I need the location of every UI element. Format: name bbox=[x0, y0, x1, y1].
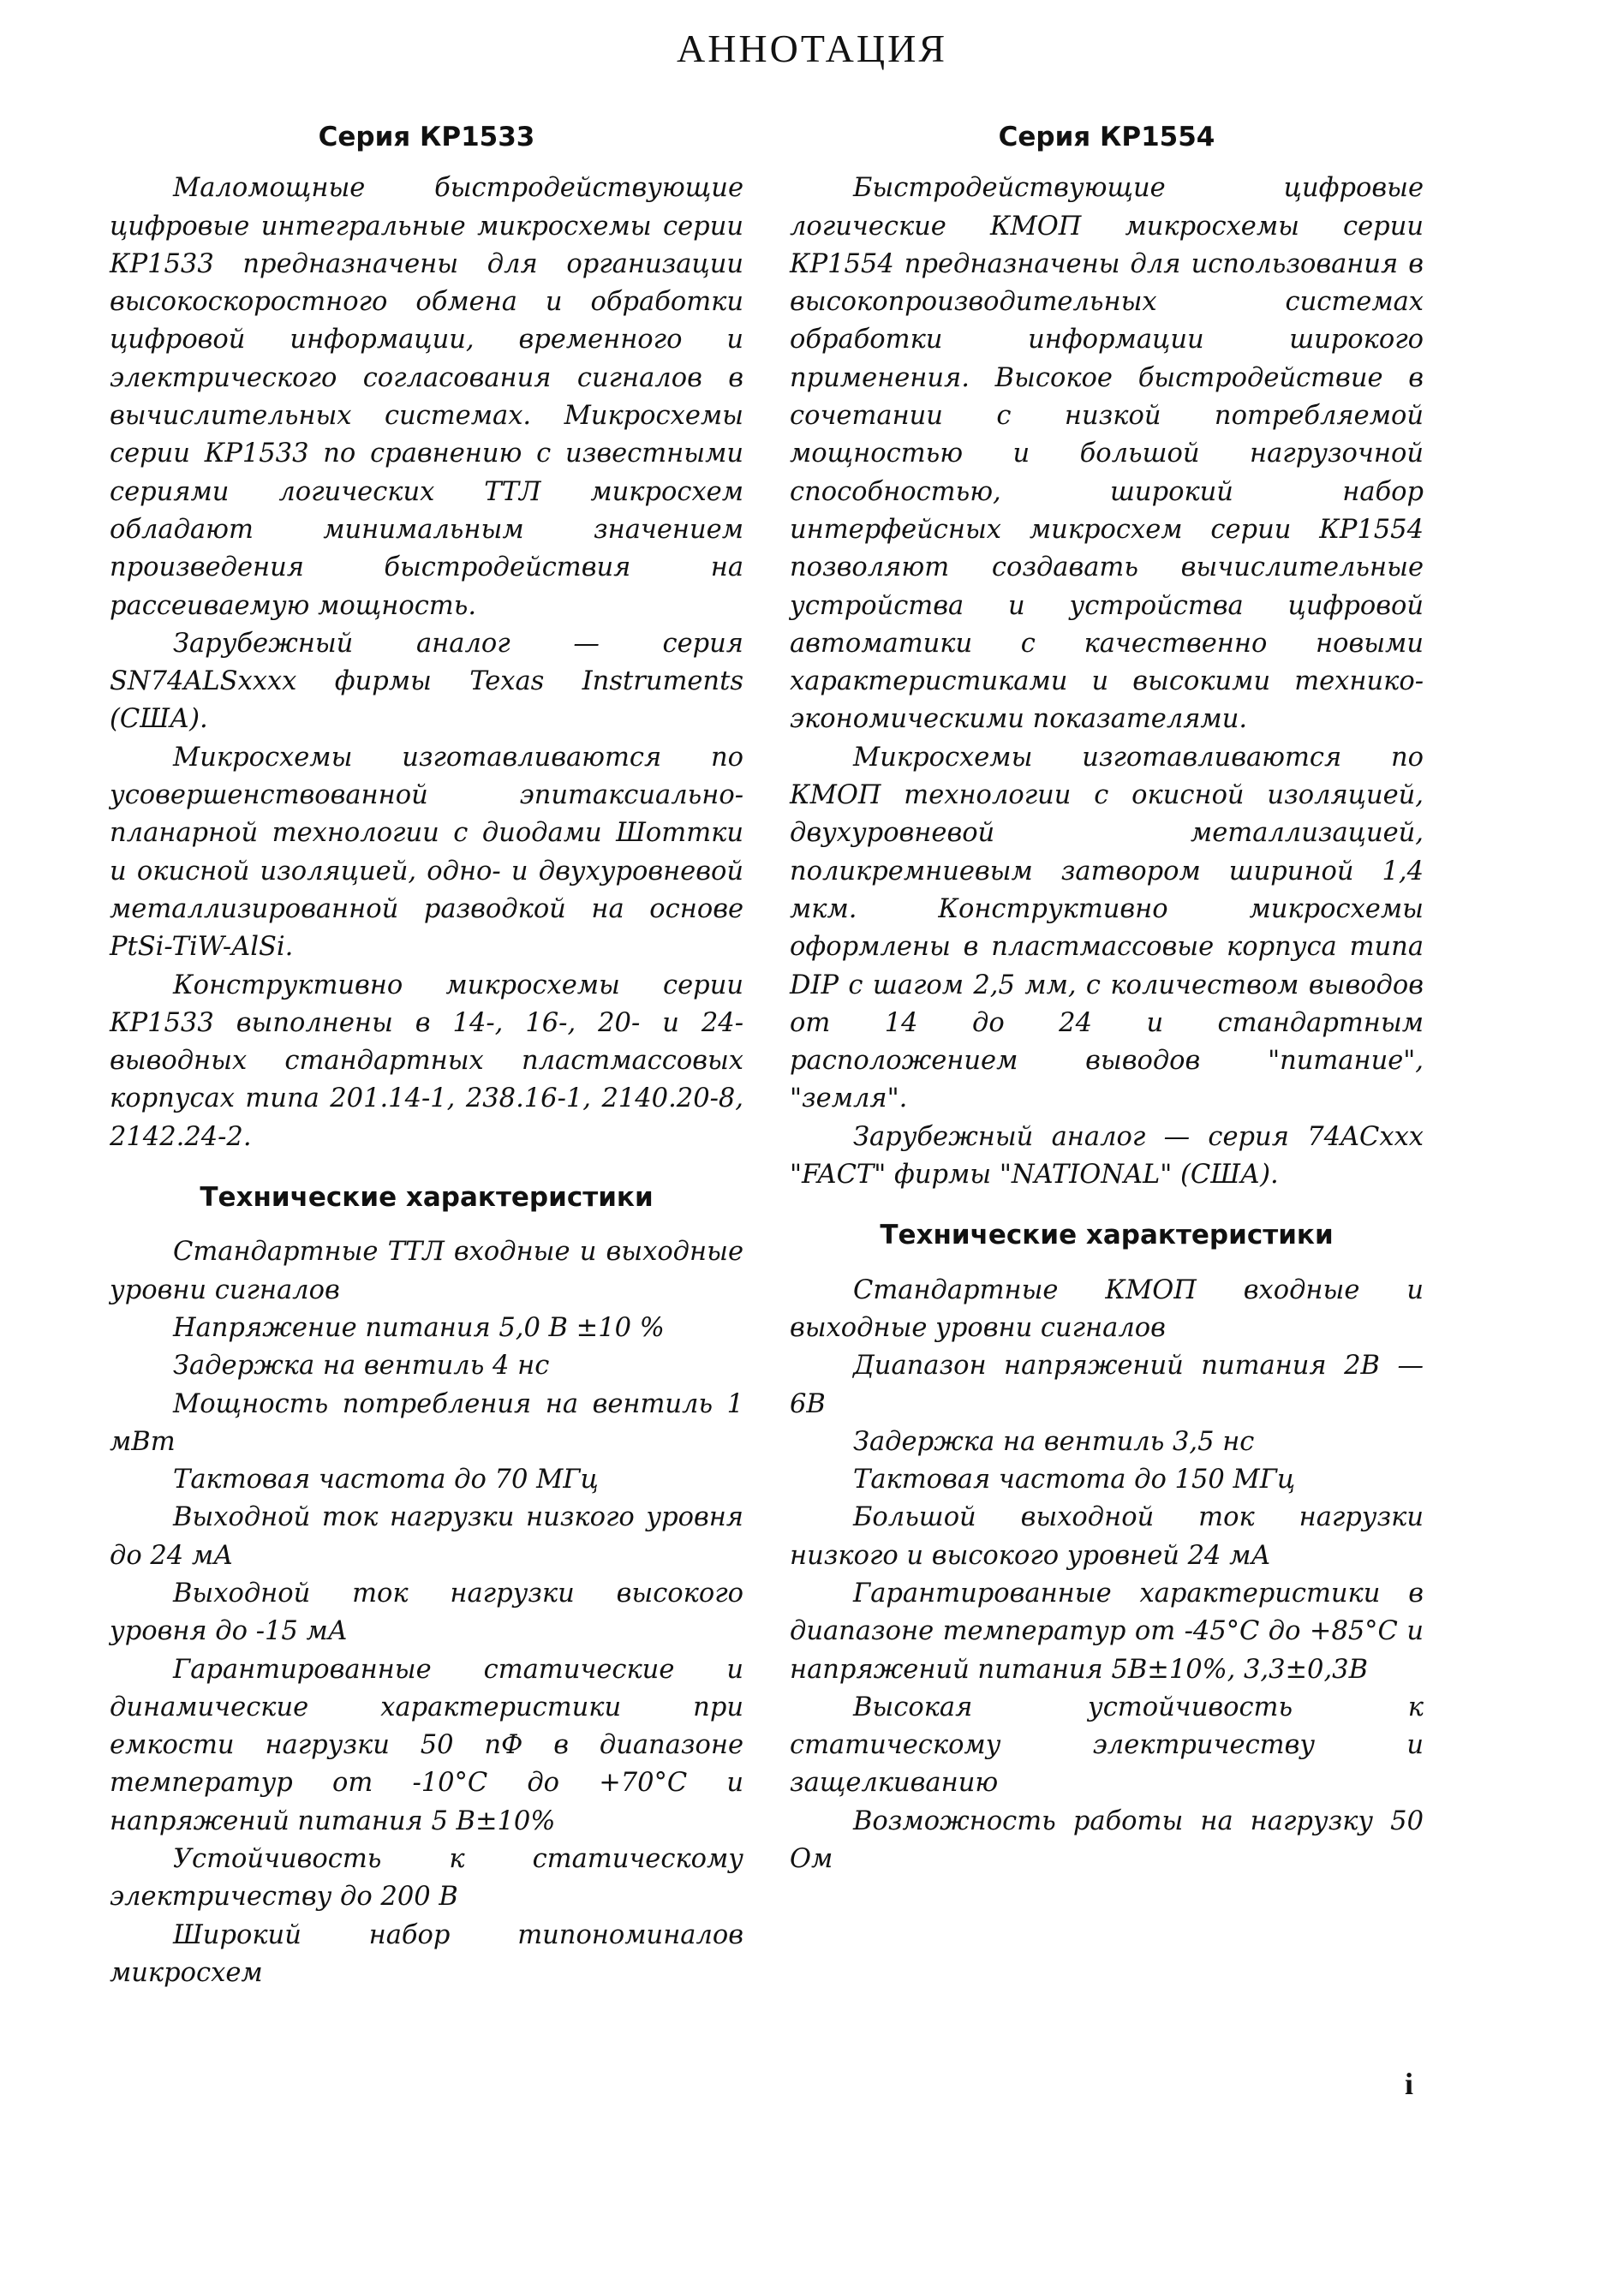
kr1533-technology-paragraph: Микросхемы изготавливаются по усовершенствованной эпитаксиально-планарной технологии с диодами Шоттки и окисной изоляцией, одно- и двухуровневой металлизированной разводкой на основе PtSi-TiW-AlSi. bbox=[110, 742, 743, 963]
kr1533-foreign-analog-paragraph: Зарубежный аналог — серия SN74ALSxxxx фирмы Texas Instruments (США). bbox=[110, 628, 743, 735]
series-kr1554-heading: Серия КР1554 bbox=[998, 122, 1215, 152]
kr1554-foreign-analog-paragraph: Зарубежный аналог — серия 74ACxxx "FACT" фирмы "NATIONAL" (США). bbox=[790, 1121, 1424, 1191]
kr1533-spec-item: Мощность потребления на вентиль 1 мВт bbox=[110, 1388, 743, 1457]
kr1554-spec-item: Большой выходной ток нагрузки низкого и высокого уровней 24 мА bbox=[790, 1502, 1424, 1571]
kr1554-spec-item: Диапазон напряжений питания 2В — 6В bbox=[790, 1351, 1424, 1419]
kr1533-spec-item: Широкий набор типономиналов микросхем bbox=[110, 1919, 743, 1988]
kr1554-spec-item: Стандартные КМОП входные и выходные уровни сигналов bbox=[790, 1274, 1424, 1343]
kr1554-intro-paragraph: Быстродействующие цифровые логические КМОП микросхемы серии КР1554 предназначены для использования в высокопроизводительных системах обработки информации широкого применения. Высокое быстродействие в сочетании с низкой потребляемой мощностью и большой нагрузочной способностью, широкий набор интерфейсных микросхем серии КР1554 позволяют создавать вычислительные устройства и устройства цифровой автоматики с качественно новыми характеристиками и высокими технико-экономическими показателями. bbox=[790, 173, 1424, 735]
column-series-kr1554 bbox=[790, 120, 1424, 1878]
kr1554-spec-item: Высокая устойчивость к статическому электричеству и защелкиванию bbox=[790, 1692, 1424, 1799]
kr1533-spec-item: Напряжение питания 5,0 В ±10 % bbox=[173, 1312, 665, 1343]
series-kr1533-heading: Серия КР1533 bbox=[318, 122, 535, 152]
kr1533-package-paragraph: Конструктивно микросхемы серии КР1533 выполнены в 14-, 16-, 20- и 24-выводных стандартных пластмассовых корпусах типа 201.14-1, 238.16-1, 2140.20-8, 2142.24-2. bbox=[110, 970, 743, 1152]
kr1533-spec-item: Устойчивость к статическому электричеству до 200 В bbox=[110, 1844, 743, 1913]
kr1554-specs-heading: Технические характеристики bbox=[880, 1220, 1334, 1251]
kr1554-spec-item: Задержка на вентиль 3,5 нс bbox=[853, 1426, 1255, 1457]
kr1554-spec-item: Гарантированные характеристики в диапазоне температур от -45°С до +85°С и напряжений питания 5В±10%, 3,3±0,3В bbox=[790, 1578, 1424, 1685]
kr1533-spec-item: Гарантированные статические и динамические характеристики при емкости нагрузки 50 пФ в диапазоне температур от -10°С до +70°С и напряжений питания 5 В±10% bbox=[110, 1654, 743, 1836]
kr1554-spec-item: Тактовая частота до 150 МГц bbox=[853, 1465, 1296, 1495]
kr1533-specs-heading: Технические характеристики bbox=[200, 1182, 654, 1214]
kr1554-spec-item: Возможность работы на нагрузку 50 Ом bbox=[790, 1806, 1424, 1875]
kr1533-spec-item: Задержка на вентиль 4 нс bbox=[173, 1351, 550, 1382]
page-title: АННОТАЦИЯ bbox=[676, 27, 948, 70]
kr1533-spec-item: Выходной ток нагрузки низкого уровня до 24 мА bbox=[110, 1502, 743, 1571]
kr1533-intro-paragraph: Маломощные быстродействующие цифровые интегральные микросхемы серии КР1533 предназначены для организации высокоскоростного обмена и обработки цифровой информации, временного и электрического согласования сигналов в вычислительных системах. Микросхемы серии КР1533 по сравнению с известными сериями логических ТТЛ микросхем обладают минимальным значением произведения быстродействия на рассеиваемую мощность. bbox=[110, 173, 743, 621]
page-number: i bbox=[1405, 2067, 1414, 2101]
kr1554-technology-paragraph: Микросхемы изготавливаются по КМОП технологии с окисной изоляцией, двухуровневой металлизацией, поликремниевым затвором шириной 1,4 мкм. Конструктивно микросхемы оформлены в пластмассовые корпуса типа DIP с шагом 2,5 мм, с количеством выводов от 14 до 24 и стандартным расположением выводов "питание", "земля". bbox=[790, 742, 1424, 1114]
kr1533-spec-item: Стандартные ТТЛ входные и выходные уровни сигналов bbox=[110, 1237, 743, 1305]
kr1533-spec-item: Тактовая частота до 70 МГц bbox=[173, 1465, 599, 1495]
column-series-kr1533 bbox=[110, 120, 743, 1992]
kr1533-spec-item: Выходной ток нагрузки высокого уровня до -15 мА bbox=[110, 1578, 743, 1647]
